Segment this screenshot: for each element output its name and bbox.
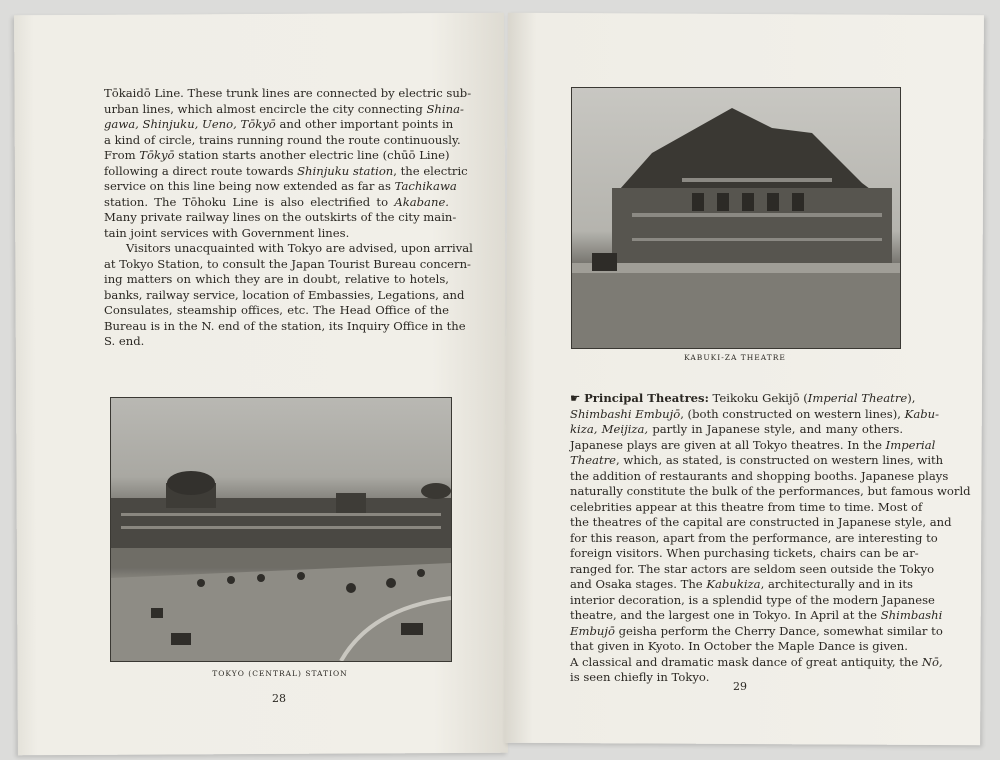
text-line [570,484,971,500]
text-segment: Consulates, steamship offices, etc. The Head Office of the [104,303,449,317]
text-segment: Shinjuku station [297,163,394,178]
text-line [570,639,908,655]
text-line [104,272,449,288]
text-line [104,210,457,226]
text-segment: Kabu- [904,406,940,421]
text-line [570,453,944,469]
text-segment: banks, railway service, location of Embassies, Legations, and [104,287,465,302]
text-segment: a kind of circle, trains running round the route continuously. [104,132,461,147]
kabuki-za-theatre-photo [571,87,901,349]
text-segment: tain joint services with Government lines. [104,225,350,240]
text-segment: gawa, Shinjuku, Ueno, Tōkyō [104,117,276,131]
text-line [570,468,949,485]
text-segment: urban lines, which almost encircle the city connecting [104,101,427,116]
tokyo-station-caption: TOKYO (CENTRAL) STATION [212,669,348,678]
text-line [570,561,935,578]
text-segment: S. end. [104,334,145,348]
text-segment: is seen chiefly in Tokyo. [570,670,710,684]
text-segment: station starts another electric line (chūō Line) [174,148,450,162]
text-segment: , (both constructed on western lines), [680,406,905,421]
text-segment: Bureau is in the N. end of the station, its Inquiry Office in the [104,318,466,333]
text-segment: geisha perform the Cherry Dance, somewhat similar to [614,623,943,638]
text-segment: Japanese plays are given at all Tokyo theatres. In the [570,437,886,452]
text-segment: ing matters on which they are in doubt, relative to hotels, [104,272,449,286]
text-line [104,334,449,350]
text-line [570,515,952,531]
text-segment: Akabane. [394,194,449,209]
text-line [104,101,464,118]
text-segment: that given in Kyoto. In October the Maple Dance is given. [570,639,908,653]
page-number-right: 29 [733,680,747,693]
text-segment: at Tokyo Station, to consult the Japan Tourist Bureau concern- [104,256,471,271]
text-segment: Many private railway lines on the outskirts of the city main- [104,210,457,224]
text-line [104,163,468,180]
text-line [104,318,466,335]
text-segment: Embujō [570,623,615,638]
text-line [570,530,938,547]
text-segment: Imperial Theatre [807,391,908,405]
text-line [570,546,919,562]
text-segment: Shimbashi Embujō [570,406,681,421]
text-segment: Shimbashi [880,608,943,622]
text-segment: Tōkaidō Line. These trunk lines are connected by electric sub- [104,86,472,100]
text-segment: partly in Japanese style, and many others. [648,422,904,436]
text-segment: , the electric [393,163,468,178]
text-segment: foreign visitors. When purchasing tickets, chairs can be ar- [570,546,919,560]
text-segment: service on this line being now extended as far as [104,179,395,193]
text-segment: Nō, [921,654,943,669]
text-segment: Shina- [426,101,464,116]
text-segment: Principal Theatres: [584,391,709,405]
text-line [570,592,935,609]
text-segment: for this reason, apart from the performance, are interesting to [570,530,938,545]
text-segment: and other important points in [275,117,454,131]
text-segment: ranged for. The star actors are seldom seen outside the Tokyo [570,561,935,576]
text-segment: Imperial [885,437,936,452]
text-segment: interior decoration, is a splendid type of the modern Japanese [570,592,935,607]
text-segment: following a direct route towards [104,163,298,178]
text-line [570,623,943,640]
text-line [570,391,916,407]
text-line [570,422,903,438]
kabuki-za-caption: KABUKI-ZA THEATRE [684,353,786,362]
text-line [570,577,913,593]
text-line [104,148,449,164]
text-line [104,226,449,242]
text-segment: station. The Tōhoku Line is also electrified to [104,194,395,209]
text-segment: Theatre [570,453,617,467]
left-page-text [104,86,473,350]
text-segment: theatre, and the largest one in Tokyo. In April at the [570,608,881,622]
text-line [570,608,943,624]
text-line [570,406,940,423]
text-segment: ), [907,391,916,405]
text-segment: and Osaka stages. The [570,577,707,591]
text-segment: Tōkyō [139,148,175,162]
text-segment: celebrities appear at this theatre from time to time. Most of [570,499,923,514]
tokyo-station-photo [110,397,452,662]
text-line [104,117,454,133]
text-line [104,256,471,273]
text-segment: kiza, Meijiza, [570,422,649,436]
text-segment: , architecturally and in its [760,577,913,591]
text-line [104,287,465,304]
text-line [104,132,461,149]
text-segment: Kabukiza [706,577,761,591]
text-line [104,179,457,195]
text-line [570,437,936,454]
text-segment: A classical and dramatic mask dance of great antiquity, the [570,654,922,669]
text-line [104,241,473,257]
text-line [570,654,943,671]
text-segment: the addition of restaurants and shopping booths. Japanese plays [570,468,949,483]
text-segment: From [104,148,140,162]
text-line [570,499,923,516]
text-line [104,195,449,211]
text-segment: naturally constitute the bulk of the performances, but famous world [570,484,971,498]
text-line [104,86,472,102]
text-segment: Tachikawa [394,179,457,193]
text-segment: Visitors unacquainted with Tokyo are advised, upon arrival [126,241,473,255]
page-number-left: 28 [272,692,286,705]
right-page-text [570,391,971,686]
text-segment: the theatres of the capital are constructed in Japanese style, and [570,515,952,529]
text-segment: , which, as stated, is constructed on western lines, with [616,453,944,467]
text-segment: Teikoku Gekijō ( [708,391,808,405]
text-line [104,303,449,319]
hand-bullet-icon: ☛ [570,391,585,405]
